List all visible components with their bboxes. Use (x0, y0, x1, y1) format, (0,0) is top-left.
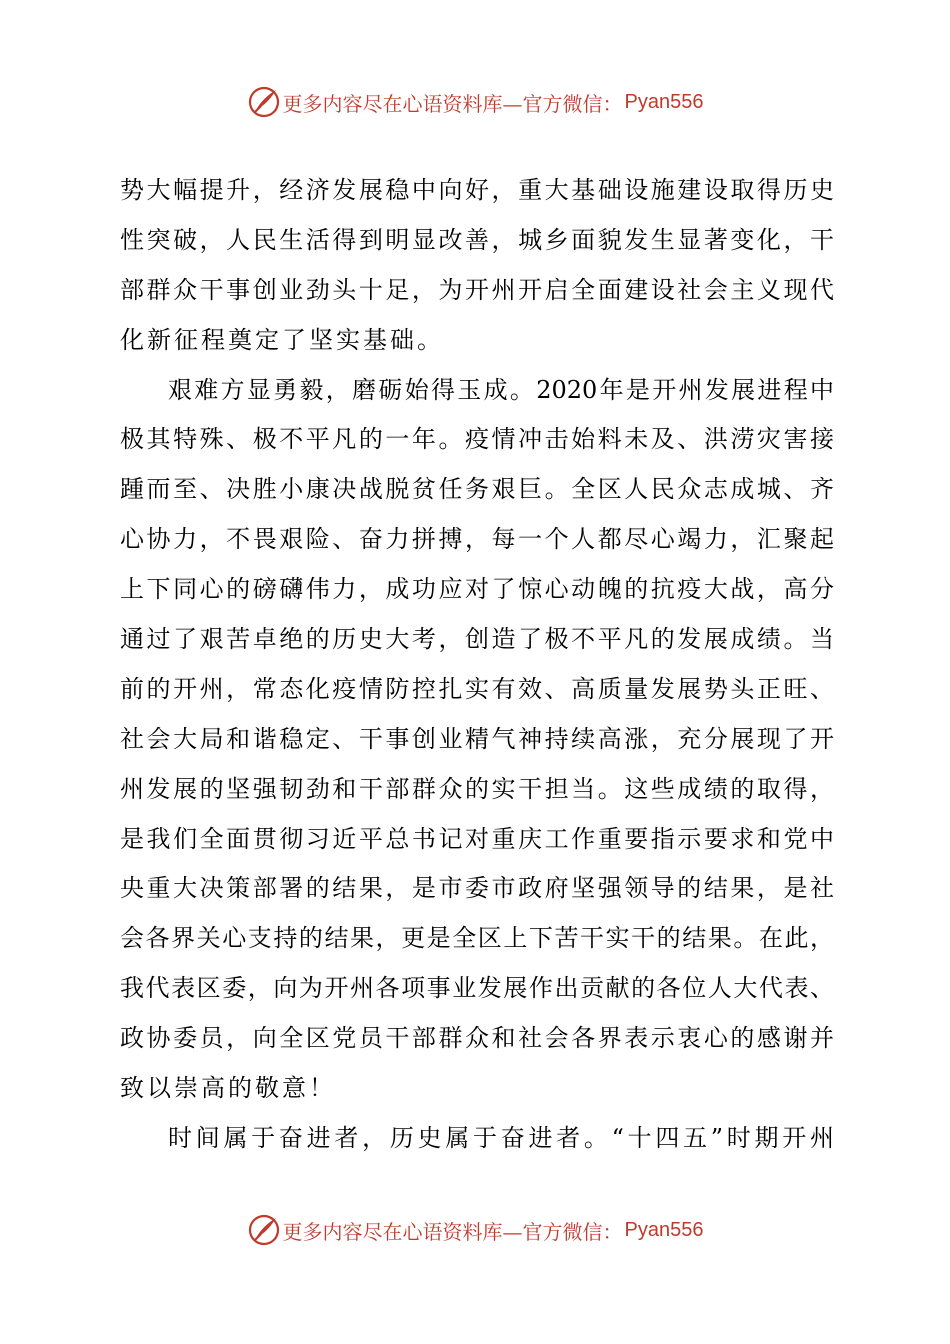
text-line: 化新征程奠定了坚实基础。 (120, 325, 444, 354)
quill-logo-icon (247, 85, 281, 119)
text-line: 部群众干事创业劲头十足，为开州开启全面建设社会主义现代 (120, 275, 834, 304)
text-line: 性突破，人民生活得到明显改善，城乡面貌发生显著变化，干 (120, 225, 834, 254)
footer-banner-text: 更多内容尽在心语资料库—官方微信： (282, 1219, 623, 1244)
text-line: 致以崇高的敬意！ (120, 1074, 336, 1103)
text-line: 会各界关心支持的结果，更是全区上下苦干实干的结果。在此， (120, 924, 834, 953)
text-line: 心协力，不畏艰险、奋力拼搏，每一个人都尽心竭力，汇聚起 (120, 525, 834, 554)
text-line: 通过了艰苦卓绝的历史大考，创造了极不平凡的发展成绩。当 (120, 625, 834, 654)
paragraph-start-line: 艰难方显勇毅，磨砺始得玉成。2020年是开州发展进程中 (168, 375, 834, 404)
text-line: 踵而至、决胜小康决战脱贫任务艰巨。全区人民众志成城、齐 (120, 475, 834, 504)
text-line: 社会大局和谐稳定、干事创业精气神持续高涨，充分展现了开 (120, 724, 834, 753)
paragraph-start-line: 时间属于奋进者，历史属于奋进者。“十四五”时期开州 (168, 1123, 834, 1152)
quill-logo-icon (247, 1213, 281, 1247)
text-line: 上下同心的磅礴伟力，成功应对了惊心动魄的抗疫大战，高分 (120, 575, 834, 604)
text-line: 极其特殊、极不平凡的一年。疫情冲击始料未及、洪涝灾害接 (120, 425, 834, 454)
text-line: 政协委员，向全区党员干部群众和社会各界表示衷心的感谢并 (120, 1024, 834, 1053)
text-line: 前的开州，常态化疫情防控扎实有效、高质量发展势头正旺、 (120, 674, 834, 703)
footer-wechat-id: Pyan556 (624, 1218, 704, 1241)
header-banner (0, 82, 950, 122)
text-line: 是我们全面贯彻习近平总书记对重庆工作重要指示要求和党中 (120, 824, 834, 853)
text-line: 州发展的坚强韧劲和干部群众的实干担当。这些成绩的取得， (120, 774, 834, 803)
text-line: 央重大决策部署的结果，是市委市政府坚强领导的结果，是社 (120, 874, 834, 903)
footer-banner (0, 1210, 950, 1250)
text-line: 势大幅提升，经济发展稳中向好，重大基础设施建设取得历史 (120, 176, 834, 204)
header-wechat-id: Pyan556 (624, 90, 704, 113)
text-line: 我代表区委，向为开州各项事业发展作出贡献的各位人大代表、 (120, 974, 834, 1003)
document-body (120, 166, 834, 1164)
header-banner-text: 更多内容尽在心语资料库—官方微信： (282, 91, 623, 116)
